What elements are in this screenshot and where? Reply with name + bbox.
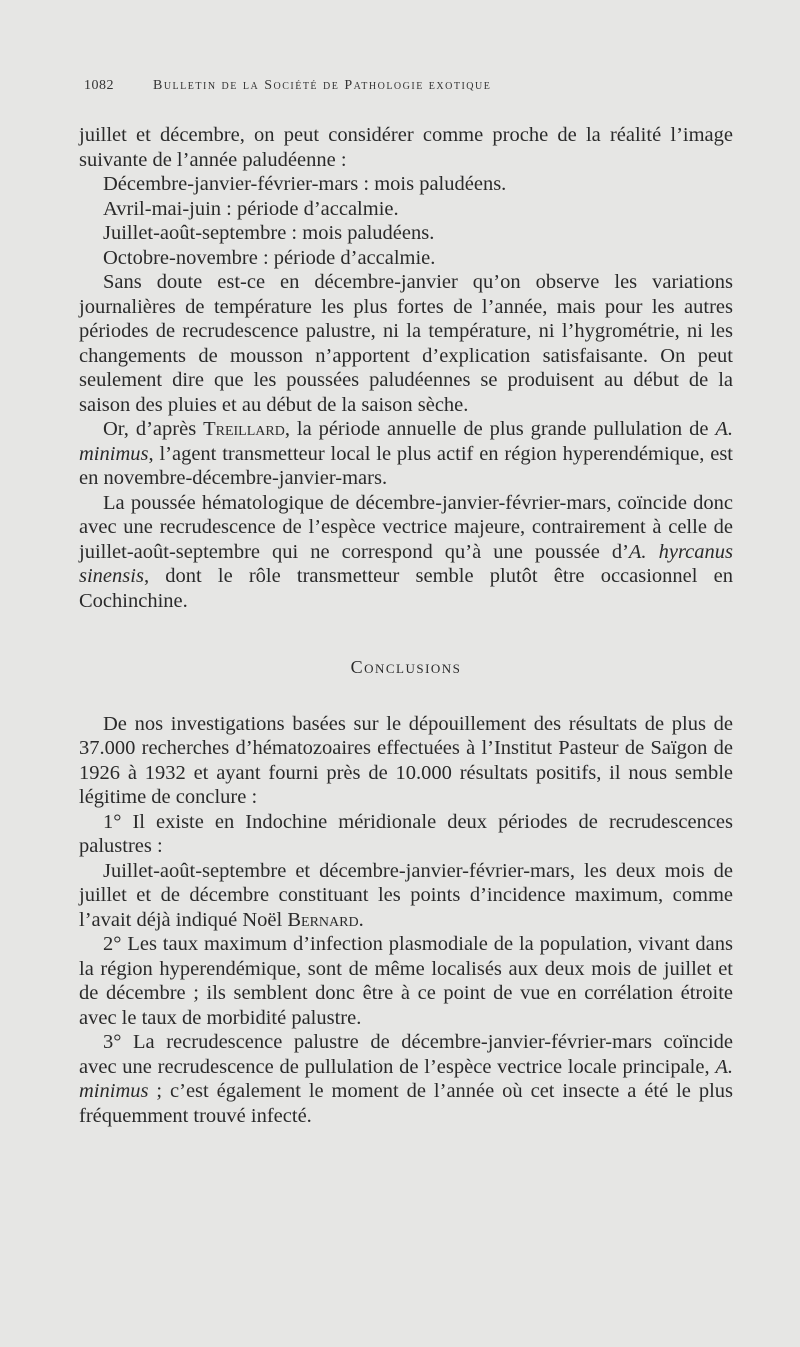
conclusion-1-detail	[79, 859, 733, 933]
article-body	[79, 123, 733, 1128]
conclusion-2: 2° Les taux maximum d’infection plasmodiale de la population, vivant dans la région hyperendémique, sont de même localisés aux deux mois de juillet et de décembre ; ils semblent donc être à ce point de vue en corrélation étroite avec le taux de morbidité palustre.	[79, 933, 733, 1029]
conclusion-1: 1° Il existe en Indochine méridionale deux périodes de recrudescences palustres :	[79, 810, 733, 857]
text-run: 3° La recrudescence palustre de décembre-janvier-février-mars coïncide avec une recrudescence de pullulation de l’espèce vectrice locale principale,	[79, 1031, 733, 1078]
journal-title: Bulletin de la Société de Pathologie exotique	[153, 78, 492, 93]
text-run: Or, d’après	[103, 418, 204, 440]
text-run: .	[358, 908, 364, 931]
season-item: Avril-mai-juin : période d’accalmie.	[103, 197, 399, 220]
paragraph-continuation: juillet et décembre, on peut considérer comme proche de la réalité l’image suivante de l’année paludéenne :	[79, 124, 733, 171]
text-run: Juillet-août-septembre et décembre-janvier-février-mars, les deux mois de juillet et de décembre constituant les points d’incidence maximum, comme l’avait déjà indiqué Noël	[79, 859, 733, 931]
species-name: A. hyrcanus sinensis	[79, 540, 733, 587]
text-run: La poussée hématologique de décembre-janvier-février-mars, coïncide donc avec une recrudescence de l’espèce vectrice majeure, contrairement à celle de juillet-août-septembre qui ne correspond qu’à une poussée d’	[79, 491, 733, 563]
page-number: 1082	[84, 78, 114, 93]
section-heading: Conclusions	[350, 657, 462, 677]
paragraph-hematology	[79, 491, 733, 614]
running-header	[84, 78, 744, 94]
author-name: Treillard	[203, 418, 285, 440]
text-run: ; c’est également le moment de l’année où cet insecte a été le plus fréquemment trouvé infecté.	[79, 1080, 733, 1127]
paragraph-pullulation	[79, 417, 733, 491]
conclusions-intro: De nos investigations basées sur le dépouillement des résultats de plus de 37.000 recherches d’hématozoaires effectuées à l’Institut Pasteur de Saïgon de 1926 à 1932 et ayant fourni près de 10.000 résultats positifs, il nous semble légitime de conclure :	[79, 712, 733, 808]
species-name: A. minimus	[79, 418, 733, 465]
text-run: , l’agent transmetteur local le plus actif en région hyperendémique, est en novembre-décembre-janvier-mars.	[79, 442, 733, 489]
season-item: Octobre-novembre : période d’accalmie.	[103, 246, 436, 269]
paragraph-temperature: Sans doute est-ce en décembre-janvier qu’on observe les variations journalières de température les plus fortes de l’année, mais pour les autres périodes de recrudescence palustre, ni la température, ni l’hygrométrie, ni les changements de mousson n’apportent d’explication satisfaisante. On peut seulement dire que les poussées paludéennes se produisent au début de la saison des pluies et au début de la saison sèche.	[79, 271, 733, 416]
species-name: A. minimus	[79, 1055, 733, 1102]
season-list	[79, 172, 733, 270]
conclusion-3	[79, 1030, 733, 1128]
season-item: Décembre-janvier-février-mars : mois paludéens.	[103, 173, 507, 195]
season-item: Juillet-août-septembre : mois paludéens.	[103, 222, 435, 244]
author-name: Bernard	[287, 908, 359, 931]
text-run: , la période annuelle de plus grande pullulation de	[284, 418, 716, 440]
text-run: , dont le rôle transmetteur semble plutôt être occasionnel en Cochinchine.	[79, 565, 733, 612]
